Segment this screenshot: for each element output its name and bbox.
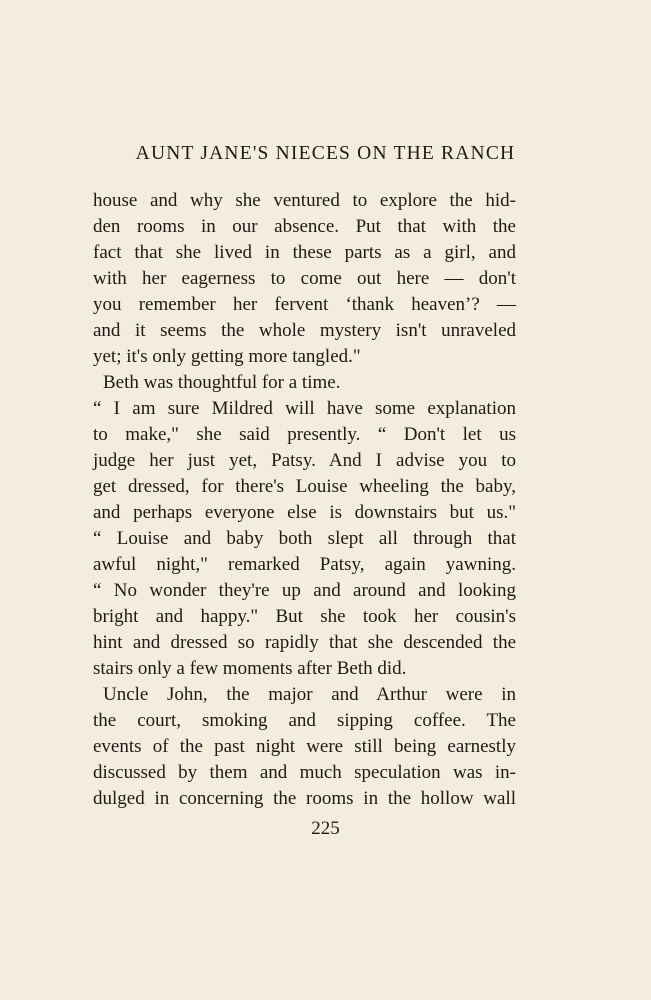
text-line: yet; it's only getting more tangled." — [93, 346, 361, 367]
text-line: judge her just yet, Patsy. And I advise you to — [93, 450, 516, 471]
running-head: AUNT JANE'S NIECES ON THE RANCH — [135, 143, 516, 164]
body-text — [93, 188, 516, 812]
text-line: and perhaps everyone else is downstairs but us." — [93, 502, 516, 523]
text-line: “ Louise and baby both slept all through that — [93, 528, 516, 549]
text-line: house and why she ventured to explore the hid- — [93, 190, 516, 211]
text-line: bright and happy." But she took her cousin's — [93, 606, 516, 627]
text-line: the court, smoking and sipping coffee. The — [93, 710, 516, 731]
text-line: events of the past night were still being earnestly — [93, 736, 516, 757]
text-line: fact that she lived in these parts as a girl, and — [93, 242, 516, 263]
text-line: discussed by them and much speculation was in- — [93, 762, 516, 783]
text-line: “ I am sure Mildred will have some explanation — [93, 398, 516, 419]
text-line: with her eagerness to come out here — don't — [93, 268, 516, 289]
text-line: get dressed, for there's Louise wheeling the baby, — [93, 476, 516, 497]
text-line: you remember her fervent ‘thank heaven’? — — [93, 294, 516, 315]
text-line: and it seems the whole mystery isn't unraveled — [93, 320, 516, 341]
text-line: awful night," remarked Patsy, again yawning. — [93, 554, 516, 575]
text-line: stairs only a few moments after Beth did. — [93, 658, 407, 679]
text-line: “ No wonder they're up and around and looking — [93, 580, 516, 601]
text-line: Uncle John, the major and Arthur were in — [103, 684, 516, 705]
text-line: hint and dressed so rapidly that she descended the — [93, 632, 516, 653]
page-number: 225 — [311, 818, 340, 839]
text-line: dulged in concerning the rooms in the hollow wall — [93, 788, 516, 809]
text-line: den rooms in our absence. Put that with the — [93, 216, 516, 237]
text-line: to make," she said presently. “ Don't let us — [93, 424, 516, 445]
text-line: Beth was thoughtful for a time. — [103, 372, 341, 393]
